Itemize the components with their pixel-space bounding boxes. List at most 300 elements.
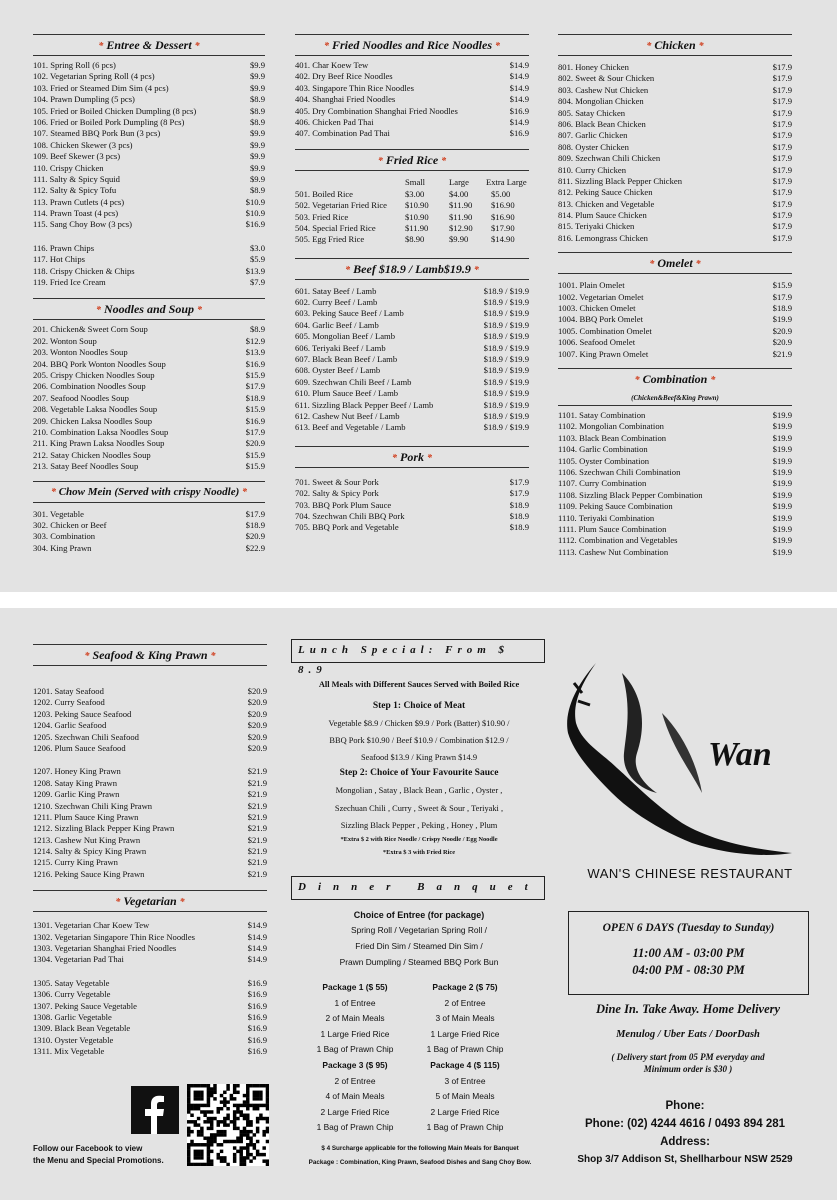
menu-item-name: 1104. Garlic Combination [558, 444, 648, 455]
size-large-header: Large [449, 176, 469, 187]
menu-item [33, 151, 265, 162]
menu-item [558, 535, 792, 546]
delivery-note-2: Minimum order is $30 ) [643, 1064, 733, 1074]
price-extra-large: $14.90 [491, 234, 515, 245]
delivery-note-1: ( Delivery start from 05 PM everyday and [611, 1052, 765, 1062]
menu-item-name: 1308. Garlic Vegetable [33, 1011, 112, 1022]
hours-lunch: 11:00 AM - 03:00 PM [632, 946, 745, 960]
qr-code[interactable] [187, 1084, 269, 1166]
menu-item-name: 1005. Combination Omelet [558, 325, 652, 336]
menu-item-price: $20.9 [247, 686, 267, 696]
package-title: Package 3 ($ 95) [322, 1060, 388, 1070]
menu-item-name: 1305. Satay Vegetable [33, 977, 110, 988]
menu-item-name: 203. Wonton Noodles Soup [33, 347, 128, 358]
menu-item-price: $21.9 [247, 834, 267, 845]
menu-item [33, 324, 265, 335]
menu-item-name: 816. Lemongrass Chicken [558, 232, 648, 243]
menu-item-name: 612. Cashew Nut Beef / Lamb [295, 410, 400, 421]
menu-item-price: $21.9 [247, 777, 267, 788]
price-small: $8.90 [405, 234, 425, 245]
menu-item-name: 106. Fried or Boiled Pork Dumpling (8 Pcs) [33, 116, 185, 127]
menu-item [33, 846, 267, 857]
price-extra-large: $16.90 [491, 200, 515, 211]
price-large: $11.90 [449, 211, 473, 222]
menu-item-name: 403. Singapore Thin Rice Noodles [295, 82, 414, 93]
menu-item-name: 1307. Peking Sauce Vegetable [33, 1000, 137, 1011]
menu-item [295, 500, 529, 511]
lunch-extra-2: *Extra $ 3 with Fried Rice [382, 848, 456, 856]
menu-item [295, 354, 529, 365]
menu-item [33, 128, 265, 139]
menu-item [558, 478, 792, 489]
menu-item [33, 393, 265, 404]
lunch-special-body [280, 680, 558, 856]
menu-item-name: 1309. Black Bean Vegetable [33, 1023, 131, 1034]
lunch-subtitle: All Meals with Different Sauces Served with Boiled Rice [318, 680, 520, 689]
menu-item-name: 1113. Cashew Nut Combination [558, 546, 669, 557]
menu-item-name: 1003. Chicken Omelet [558, 303, 636, 314]
menu-item [33, 954, 267, 965]
menu-item [33, 789, 267, 800]
menu-item-name: 505. Egg Fried Rice [295, 234, 365, 245]
menu-item-name: 1216. Peking Sauce King Prawn [33, 868, 145, 879]
menu-item [295, 106, 529, 117]
menu-item-price: $17.9 [772, 175, 792, 186]
menu-item [33, 720, 267, 731]
menu-item [295, 71, 529, 82]
menu-item-price: $9.9 [249, 173, 265, 184]
menu-item-name: 210. Combination Laksa Noodles Soup [33, 426, 169, 437]
menu-item-name: 810. Curry Chicken [558, 164, 627, 175]
menu-item-name: 104. Prawn Dumpling (5 pcs) [33, 94, 135, 105]
menu-item-name: 107. Steamed BBQ Pork Bun (3 pcs) [33, 128, 161, 139]
menu-item-price: $21.9 [247, 868, 267, 879]
menu-item-name: 1108. Sizzling Black Pepper Combination [558, 489, 703, 500]
menu-item-name: 118. Crispy Chicken & Chips [33, 265, 135, 276]
menu-item-name: 804. Mongolian Chicken [558, 96, 644, 107]
menu-item [33, 989, 267, 1000]
menu-item-price: $18.9 / $19.9 [483, 319, 529, 330]
menu-item-name: 110. Crispy Chicken [33, 162, 104, 173]
menu-item [33, 359, 265, 370]
package-line: 3 of Main Meals [435, 1013, 495, 1023]
menu-item-price: $20.9 [247, 731, 267, 742]
menu-item-price: $18.9 [245, 392, 265, 403]
menu-item-price: $19.9 [772, 314, 792, 325]
services: Dine In. Take Away. Home Delivery [595, 1002, 781, 1016]
menu-item-price: $19.9 [772, 409, 792, 420]
menu-item [558, 233, 792, 244]
menu-item-name: 405. Dry Combination Shanghai Fried Noodles [295, 105, 458, 116]
menu-item-name: 1111. Plum Sauce Combination [558, 523, 667, 534]
menu-item [295, 477, 529, 488]
menu-item [33, 254, 265, 265]
menu-item-price: $16.9 [247, 1023, 267, 1034]
menu-item [295, 488, 529, 499]
menu-item-price: $16.9 [247, 1000, 267, 1011]
section-header-chow-mein: * Chow Mein (Served with crispy Noodle) * [33, 481, 265, 503]
menu-item [33, 697, 267, 708]
price-large: $12.90 [449, 222, 473, 233]
menu-item-name: 404. Shanghai Fried Noodles [295, 94, 396, 105]
menu-item-name: 1006. Seafood Omelet [558, 337, 636, 348]
menu-item-price: $20.9 [772, 325, 792, 336]
menu-item [295, 189, 529, 200]
menu-item [558, 314, 792, 325]
menu-item-name: 211. King Prawn Laksa Noodles Soup [33, 438, 165, 449]
chow-mein-list [33, 509, 265, 555]
menu-column-4 [33, 644, 267, 1058]
menu-item [33, 416, 265, 427]
price-small: $3.00 [405, 188, 425, 199]
menu-item-name: 209. Chicken Laksa Noodles Soup [33, 415, 153, 426]
menu-item-name: 1208. Satay King Prawn [33, 777, 118, 788]
menu-item-price: $9.9 [249, 82, 265, 93]
menu-item-price: $20.9 [247, 720, 267, 731]
menu-item-price: $17.9 [772, 96, 792, 107]
package-line: 2 of Entree [444, 997, 486, 1008]
menu-item [33, 461, 265, 472]
menu-item-name: 208. Vegetable Laksa Noodles Soup [33, 404, 158, 415]
menu-item-name: 611. Sizzling Black Pepper Beef / Lamb [295, 399, 434, 410]
facebook-follow-note [33, 1143, 164, 1167]
address: Shop 3/7 Addison St, Shellharbour NSW 2529 [577, 1154, 793, 1165]
menu-item-price: $8.9 [249, 324, 265, 335]
menu-item-name: 801. Honey Chicken [558, 62, 629, 72]
menu-item [33, 347, 265, 358]
size-small-header: Small [405, 176, 426, 187]
menu-item [33, 1001, 267, 1012]
menu-item-name: 1304. Vegetarian Pad Thai [33, 954, 124, 965]
menu-item-name: 1214. Salty & Spicy King Prawn [33, 846, 147, 857]
menu-item [33, 427, 265, 438]
menu-item [558, 62, 792, 73]
price-extra-large: $16.90 [491, 211, 515, 222]
menu-item-price: $18.9 / $19.9 [483, 285, 529, 296]
menu-item-price: $16.9 [509, 128, 529, 139]
menu-item-name: 504. Special Fried Rice [295, 222, 376, 233]
menu-item [33, 766, 267, 777]
menu-item [558, 501, 792, 512]
menu-item-name: 604. Garlic Beef / Lamb [295, 319, 379, 330]
menu-item-price: $18.9 / $19.9 [483, 354, 529, 365]
menu-item-price: $20.9 [247, 708, 267, 719]
menu-item [33, 243, 265, 254]
menu-item [33, 140, 265, 151]
menu-item-price: $14.9 [247, 943, 267, 954]
package-line: 1 Bag of Prawn Chip [426, 1044, 504, 1054]
price-large: $4.00 [449, 188, 469, 199]
menu-item-name: 201. Chicken& Sweet Corn Soup [33, 324, 148, 335]
menu-item [295, 522, 529, 533]
logo-wordmark: Wan [708, 736, 772, 773]
menu-item [33, 117, 265, 128]
menu-item [558, 142, 792, 153]
menu-item-price: $13.9 [245, 265, 265, 276]
menu-item [295, 94, 529, 105]
menu-item [33, 174, 265, 185]
menu-item-name: 1310. Oyster Vegetable [33, 1034, 114, 1045]
menu-item-price: $15.9 [245, 369, 265, 380]
menu-item [295, 388, 529, 399]
price-small: $10.90 [405, 200, 429, 211]
menu-item-name: 814. Plum Sauce Chicken [558, 210, 647, 221]
menu-item [558, 221, 792, 232]
menu-item [33, 1023, 267, 1034]
menu-item [295, 411, 529, 422]
menu-item [295, 308, 529, 319]
menu-column-2 [295, 34, 529, 534]
address-label: Address: [660, 1136, 710, 1148]
menu-item-price: $19.9 [772, 523, 792, 534]
menu-item-price: $19.9 [772, 535, 792, 546]
delivery-apps: Menulog / Uber Eats / DoorDash [616, 1029, 760, 1040]
menu-item-price: $16.9 [247, 977, 267, 988]
menu-item [33, 932, 267, 943]
menu-item-price: $15.9 [245, 449, 265, 460]
menu-item-price: $19.9 [772, 512, 792, 523]
lunch-step-1: Step 1: Choice of Meat [372, 701, 466, 711]
menu-item-price: $8.9 [249, 116, 265, 127]
menu-item [558, 85, 792, 96]
package-line: 2 of Main Meals [325, 1013, 385, 1023]
menu-item-price: $14.9 [509, 60, 529, 70]
menu-item-price: $19.9 [772, 546, 792, 557]
menu-item-price: $17.9 [772, 198, 792, 209]
package-line: 1 Large Fried Rice [320, 1028, 390, 1039]
section-header-combination: * Combination * (Chicken&Beef&King Prawn) [558, 368, 792, 406]
surcharge-line-2: Package : Combination, King Prawn, Seafood Dishes and Sang Choy Bow. [308, 1159, 532, 1166]
menu-item [558, 130, 792, 141]
entree-list [33, 60, 265, 231]
menu-item [33, 801, 267, 812]
menu-item-price: $16.9 [509, 105, 529, 116]
menu-item [33, 336, 265, 347]
menu-item-name: 407. Combination Pad Thai [295, 128, 390, 139]
menu-item-name: 301. Vegetable [33, 508, 84, 519]
menu-item-price: $16.9 [245, 219, 265, 230]
menu-item-name: 605. Mongolian Beef / Lamb [295, 331, 396, 342]
menu-item [33, 1035, 267, 1046]
vegetarian-list [33, 920, 267, 966]
facebook-icon[interactable] [131, 1086, 179, 1134]
menu-item-price: $17.9 [509, 488, 529, 499]
menu-item [558, 73, 792, 84]
package-title: Package 4 ($ 115) [430, 1060, 500, 1070]
menu-item [558, 421, 792, 432]
menu-item-name: 1103. Black Bean Combination [558, 432, 667, 443]
menu-item-price: $17.9 [772, 107, 792, 118]
menu-item [558, 444, 792, 455]
section-header-noodles-soup: * Noodles and Soup * [33, 298, 265, 320]
menu-item-name: 1213. Cashew Nut King Prawn [33, 834, 141, 845]
menu-item-price: $15.9 [245, 404, 265, 415]
menu-item-name: 1207. Honey King Prawn [33, 766, 121, 777]
menu-item-name: 204. BBQ Pork Wonton Noodles Soup [33, 358, 166, 369]
menu-item [295, 297, 529, 308]
menu-item-price: $18.9 / $19.9 [483, 422, 529, 433]
menu-item-price: $17.9 [772, 164, 792, 175]
menu-item-price: $19.9 [772, 444, 792, 455]
menu-item [33, 185, 265, 196]
menu-item [33, 686, 267, 697]
menu-item-name: 115. Sang Choy Bow (3 pcs) [33, 219, 132, 230]
menu-item [558, 337, 792, 348]
menu-item-price: $13.9 [245, 347, 265, 358]
menu-item [33, 219, 265, 230]
menu-item-price: $21.9 [247, 857, 267, 868]
menu-item [295, 422, 529, 433]
king-prawn-list [33, 766, 267, 880]
menu-item-price: $9.9 [249, 151, 265, 162]
menu-item-name: 703. BBQ Pork Plum Sauce [295, 499, 392, 510]
menu-item [295, 286, 529, 297]
menu-item-name: 1106. Szechwan Chili Combination [558, 466, 681, 477]
menu-item-name: 1203. Peking Sauce Seafood [33, 708, 132, 719]
menu-item-name: 1112. Combination and Vegetables [558, 535, 678, 546]
menu-item-name: 108. Chicken Skewer (3 pcs) [33, 139, 133, 150]
banquet-title-box [291, 876, 545, 900]
menu-item [33, 1046, 267, 1057]
text-line: Szechuan Chili , Curry , Sweet & Sour , Teriyaki , [334, 803, 504, 813]
banquet-surcharge-note [285, 1142, 555, 1170]
menu-item-name: 815. Teriyaki Chicken [558, 221, 635, 232]
menu-item-price: $18.9 / $19.9 [483, 410, 529, 421]
package-line: 4 of Main Meals [325, 1091, 385, 1101]
menu-item-price: $18.9 / $19.9 [483, 388, 529, 399]
menu-item-price: $20.9 [245, 531, 265, 542]
menu-item [558, 108, 792, 119]
menu-item-name: 1105. Oyster Combination [558, 455, 650, 466]
section-header-omelet: * Omelet * [558, 252, 792, 274]
menu-item [295, 117, 529, 128]
menu-item-price: $16.9 [245, 415, 265, 426]
menu-item-price: $9.9 [249, 128, 265, 139]
text-line: Fried Din Sim / Steamed Din Sim / [355, 941, 483, 951]
menu-item-name: 805. Satay Chicken [558, 107, 626, 118]
fried-rice-size-headers [295, 177, 529, 189]
menu-item-price: $18.9 / $19.9 [483, 342, 529, 353]
banquet-package [300, 1058, 410, 1136]
menu-item-name: 812. Peking Sauce Chicken [558, 187, 653, 198]
menu-item [558, 433, 792, 444]
phone-numbers[interactable]: Phone: (02) 4244 4616 / 0493 894 281 [584, 1118, 786, 1130]
menu-item-name: 1101. Satay Combination [558, 409, 646, 420]
menu-item [33, 266, 265, 277]
menu-item-name: 701. Sweet & Sour Pork [295, 476, 379, 487]
menu-item-name: 1205. Szechwan Chili Seafood [33, 731, 139, 742]
menu-item [33, 1012, 267, 1023]
menu-item-price: $16.9 [247, 1011, 267, 1022]
menu-item-price: $9.9 [249, 60, 265, 70]
menu-item-name: 1206. Plum Sauce Seafood [33, 742, 126, 753]
menu-item-price: $19.9 [772, 466, 792, 477]
menu-item-price: $21.9 [247, 823, 267, 834]
menu-item-price: $18.9 / $19.9 [483, 399, 529, 410]
menu-item-price: $18.9 / $19.9 [483, 365, 529, 376]
menu-item-price: $19.9 [772, 489, 792, 500]
menu-item-price: $17.9 [509, 476, 529, 487]
menu-item-name: 609. Szechwan Chili Beef / Lamb [295, 376, 412, 387]
menu-item-name: 1107. Curry Combination [558, 478, 647, 489]
menu-item-name: 1311. Mix Vegetable [33, 1046, 105, 1057]
menu-item-price: $19.9 [772, 421, 792, 432]
menu-item-price: $14.9 [509, 82, 529, 93]
menu-item-name: 601. Satay Beef / Lamb [295, 285, 377, 296]
package-line: 1 Bag of Prawn Chip [316, 1122, 394, 1132]
menu-item [33, 978, 267, 989]
text-line: Spring Roll / Vegetarian Spring Roll / [351, 925, 487, 935]
menu-item-price: $8.9 [249, 94, 265, 105]
menu-item-name: 1102. Mongolian Combination [558, 421, 664, 432]
menu-item-price: $18.9 [509, 522, 529, 533]
menu-item [295, 200, 529, 211]
menu-item-price: $18.9 [772, 303, 792, 314]
menu-item-price: $8.9 [249, 185, 265, 196]
menu-page-1 [0, 0, 837, 592]
menu-item [33, 60, 265, 71]
banquet-package [300, 980, 410, 1058]
menu-item-name: 1215. Curry King Prawn [33, 857, 118, 868]
surcharge-line-1: $ 4 Surcharge applicable for the following Main Meals for Banquet [321, 1145, 519, 1152]
menu-item [295, 365, 529, 376]
section-header-beef: * Beef $18.9 / Lamb$19.9 * [295, 258, 529, 280]
banquet-choice-lines [280, 922, 558, 970]
menu-item-name: 1007. King Prawn Omelet [558, 348, 649, 359]
menu-item [33, 920, 267, 931]
menu-item [295, 400, 529, 411]
hours-dinner: 04:00 PM - 08:30 PM [632, 963, 745, 977]
price-small: $10.90 [405, 211, 429, 222]
menu-item [33, 732, 267, 743]
banquet-package [410, 1058, 520, 1136]
menu-item-price: $3.0 [249, 242, 265, 253]
menu-item-price: $20.9 [772, 337, 792, 348]
menu-item-name: 613. Beef and Vegetable / Lamb [295, 422, 406, 433]
menu-item-name: 806. Black Bean Chicken [558, 118, 646, 129]
menu-item-name: 1209. Garlic King Prawn [33, 789, 120, 800]
package-line: 1 Large Fried Rice [430, 1028, 500, 1039]
lunch-step-2-options [280, 782, 558, 835]
menu-item-price: $17.9 [772, 153, 792, 164]
menu-item [33, 450, 265, 461]
price-small: $11.90 [405, 222, 429, 233]
beef-list [295, 286, 529, 434]
menu-item-name: 303. Combination [33, 531, 96, 542]
chicken-list [558, 62, 792, 244]
follow-line-1: Follow our Facebook to view [33, 1144, 143, 1153]
open-days: OPEN 6 DAYS (Tuesday to Sunday) [602, 922, 775, 934]
fried-rice-list [295, 189, 529, 246]
banquet-title: Dinner Banquet [298, 881, 540, 893]
menu-item-name: 1002. Vegetarian Omelet [558, 291, 644, 302]
package-line: 5 of Main Meals [435, 1091, 495, 1101]
menu-item-name: 702. Salty & Spicy Pork [295, 488, 379, 499]
menu-item-name: 1212. Sizzling Black Pepper King Prawn [33, 823, 175, 834]
menu-item-name: 1302. Vegetarian Singapore Thin Rice Noodles [33, 931, 195, 942]
text-line: Prawn Dumpling / Steamed BBQ Pork Bun [339, 957, 499, 967]
menu-item-name: 704. Szechwan Chili BBQ Pork [295, 510, 405, 521]
menu-item [558, 210, 792, 221]
menu-page-2 [0, 608, 837, 1200]
menu-item [33, 106, 265, 117]
menu-item-name: 503. Fried Rice [295, 211, 349, 222]
menu-item-name: 202. Wonton Soup [33, 335, 97, 346]
menu-item [33, 370, 265, 381]
menu-item [33, 71, 265, 82]
lunch-special-title: Lunch Special: From $ 8.9 [298, 644, 510, 676]
menu-item-name: 1202. Curry Seafood [33, 697, 105, 708]
